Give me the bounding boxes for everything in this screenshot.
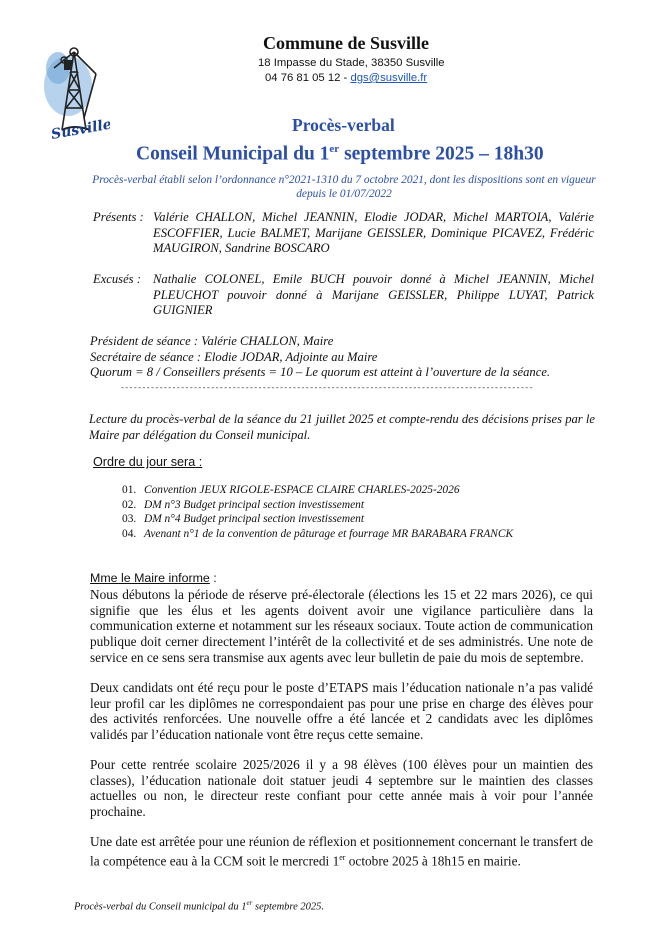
logo-wordmark: Susville xyxy=(49,116,110,142)
lecture-paragraph: Lecture du procès-verbal de la séance du 21 juillet 2025 et compte-rendu des décisions prises par le Maire par délégation du Conseil municipal. xyxy=(89,412,595,442)
excuses-list: Nathalie COLONEL, Emile BUCH pouvoir donné à Michel JEANNIN, Michel PLEUCHOT pouvoir donné à Marijane GEISSLER, Philippe LUYAT, Patrick GUIGNIER xyxy=(153,272,594,317)
commune-contact xyxy=(265,72,427,84)
meeting-title: Conseil Municipal du 1er septembre 2025 – 18h30 xyxy=(136,143,544,165)
agenda-item: 03. DM n°4 Budget principal section investissement xyxy=(122,513,364,526)
mine-headframe-logo xyxy=(40,38,110,142)
informe-paragraph-4: Une date est arrêtée pour une réunion de réflexion et positionnement concernant le transfert de la compétence eau à la CCM soit le mercredi 1er octobre 2025 à 18h15 en mairie. xyxy=(90,834,593,869)
agenda-item: 04. Avenant n°1 de la convention de pâturage et fourrage MR BARABARA FRANCK xyxy=(122,527,514,540)
page-footer: Procès-verbal du Conseil municipal du 1er septembre 2025. xyxy=(74,899,325,913)
secretaire-line: Secrétaire de séance : Elodie JODAR, Adjointe au Maire xyxy=(90,350,378,364)
commune-phone: 04 76 81 05 12 - xyxy=(265,72,348,84)
commune-logo xyxy=(40,38,110,142)
commune-email-link[interactable]: dgs@susville.fr xyxy=(350,72,428,84)
informe-paragraph-3: Pour cette rentrée scolaire 2025/2026 il y a 98 élèves (100 élèves pour un maintien des classes), l’éducation nationale doit statuer jeudi 4 septembre sur le maintien des classes actuelles ou non, le directeur reste confiant pour cette année mais à voir pour l’année prochaine. xyxy=(90,757,593,820)
presents-label: Présents : xyxy=(93,210,144,224)
informe-paragraph-2: Deux candidats ont été reçu pour le poste d’ETAPS mais l’éducation nationale n’a pas validé leur profil car les diplômes ne correspondaient pas pour une prise en charge des élèves pour des activités renforcées. Une nouvelle offre a été lancée et 2 candidats avec les diplômes validés par l’éducation nationale vont être reçus cette semaine. xyxy=(90,680,593,743)
legal-reference: Procès-verbal établi selon l’ordonnance n°2021-1310 du 7 octobre 2021, dont les dispositions sont en vigueur depuis le 01/07/2022 xyxy=(92,174,596,200)
commune-address: 18 Impasse du Stade, 38350 Susville xyxy=(258,57,445,69)
informe-heading: Mme le Maire informe : xyxy=(90,571,217,585)
agenda-heading: Ordre du jour sera : xyxy=(93,455,203,469)
document-title: Procès-verbal xyxy=(292,115,395,135)
excuses-label: Excusés : xyxy=(93,272,141,286)
presents-list: Valérie CHALLON, Michel JEANNIN, Elodie JODAR, Michel MARTOIA, Valérie ESCOFFIER, Lucie BALMET, Marijane GEISSLER, Dominique PICAVEZ, Frédéric MAUGIRON, Sandrine BOSCARO xyxy=(153,210,594,255)
agenda-item: 01. Convention JEUX RIGOLE-ESPACE CLAIRE CHARLES-2025-2026 xyxy=(122,484,460,496)
commune-name: Commune de Susville xyxy=(263,33,430,53)
separator-line: ------------------------------------------------------------------------------------------------ xyxy=(120,384,533,393)
agenda-item: 02. DM n°3 Budget principal section investissement xyxy=(122,498,364,511)
agenda-list xyxy=(122,483,513,541)
quorum-line: Quorum = 8 / Conseillers présents = 10 – Le quorum est atteint à l’ouverture de la séance. xyxy=(90,365,551,379)
president-line: Président de séance : Valérie CHALLON, Maire xyxy=(90,334,334,348)
informe-paragraph-1: Nous débutons la période de réserve pré-électorale (élections les 15 et 22 mars 2026), ce qui signifie que les élus et les agents doivent avoir une vigilance particulière dans la communication externe et notamment sur les réseaux sociaux. Toute action de communication publique doit cerner directement l’intérêt de la collectivité et de ses administrés. Une note de service en ce sens sera transmise aux agents avec leur bulletin de paie du mois de septembre. xyxy=(90,587,593,665)
